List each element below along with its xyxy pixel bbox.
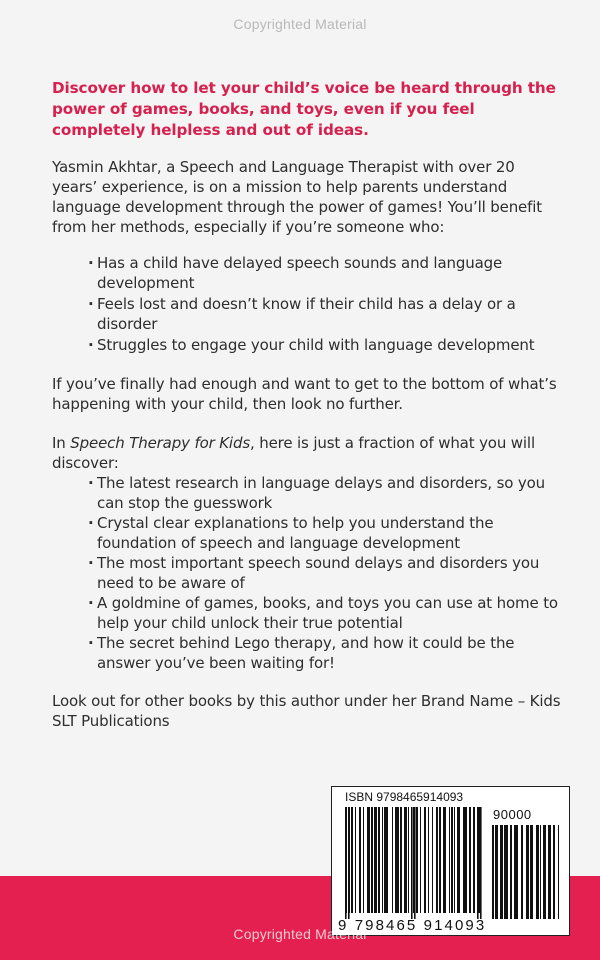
discover-list bbox=[89, 473, 562, 673]
barcode-icon bbox=[332, 787, 571, 937]
enough-paragraph: If you’ve finally had enough and want to get to the bottom of what’s happening with your child, then look no further. bbox=[52, 375, 557, 413]
list-item: · Feels lost and doesn’t know if their child has a delay or a disorder bbox=[89, 294, 562, 334]
list-item: · The secret behind Lego therapy, and how it could be the answer you’ve been waiting for! bbox=[89, 633, 562, 673]
discover-prefix: In bbox=[52, 434, 71, 452]
list-item: · A goldmine of games, books, and toys you can use at home to help your child unlock their true potential bbox=[89, 593, 562, 633]
list-item: · Crystal clear explanations to help you understand the foundation of speech and language development bbox=[89, 513, 562, 553]
back-cover-text bbox=[52, 78, 562, 731]
watermark-top: Copyrighted Material bbox=[233, 16, 367, 32]
watermark-bottom: Copyrighted Material bbox=[233, 926, 367, 942]
list-item: · Has a child have delayed speech sounds and language development bbox=[89, 253, 562, 293]
price-code: 90000 bbox=[493, 807, 532, 822]
headline: Discover how to let your child’s voice be heard through the power of games, books, and toys, even if you feel completely helpless and out of ideas. bbox=[52, 79, 556, 139]
discover-intro bbox=[52, 433, 562, 473]
list-item: · Struggles to engage your child with language development bbox=[89, 335, 562, 355]
barcode-box bbox=[331, 786, 570, 936]
intro-paragraph: Yasmin Akhtar, a Speech and Language Therapist with over 20 years’ experience, is on a mission to help parents understand language development through the power of games! You’ll benefit from her methods, especially if you’re someone who: bbox=[52, 158, 543, 236]
list-item: · The latest research in language delays and disorders, so you can stop the guesswork bbox=[89, 473, 562, 513]
who-list bbox=[89, 253, 562, 355]
isbn-digits: 9 798465 914093 bbox=[338, 917, 487, 934]
discover-suffix: , here is just a fraction of what you will discover: bbox=[52, 434, 535, 472]
isbn-label: ISBN 9798465914093 bbox=[345, 790, 464, 804]
book-title: Speech Therapy for Kids bbox=[70, 434, 250, 452]
list-item: · The most important speech sound delays and disorders you need to be aware of bbox=[89, 553, 562, 593]
brand-note: Look out for other books by this author under her Brand Name – Kids SLT Publications bbox=[52, 692, 561, 730]
